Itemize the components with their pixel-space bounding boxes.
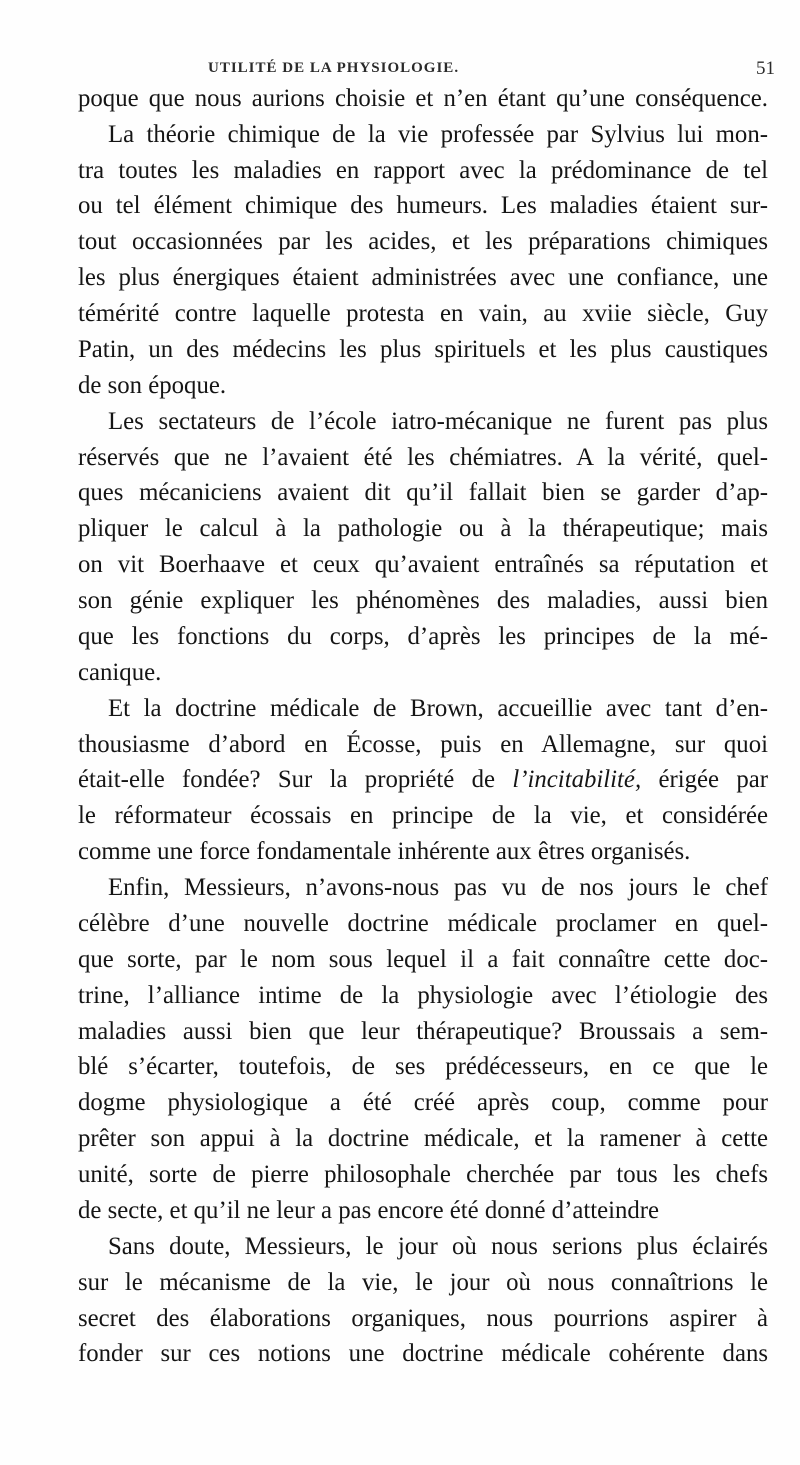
italic-term: l’incitabilité, xyxy=(512,766,642,793)
text-line: maladies aussi bien que leur thérapeutique? Broussais a sem- xyxy=(78,1018,768,1045)
text-line: célèbre d’une nouvelle doctrine médicale proclamer en quel- xyxy=(78,910,768,937)
text-line: réservés que ne l’avaient été les chémiatres. A la vérité, quel- xyxy=(78,444,768,471)
page-number: 51 xyxy=(756,58,775,79)
text-line: sur le mécanisme de la vie, le jour où nous connaîtrions le xyxy=(78,1269,768,1296)
text-line-segment: était-elle fondée? Sur la propriété de xyxy=(78,766,513,793)
text-line xyxy=(78,762,768,798)
text-line: son génie expliquer les phénomènes des maladies, aussi bien xyxy=(78,587,768,614)
text-line: Et la doctrine médicale de Brown, accueillie avec tant d’en- xyxy=(108,695,768,722)
text-line: ou tel élément chimique des humeurs. Les maladies étaient sur- xyxy=(78,192,768,219)
text-line: Patin, un des médecins les plus spirituels et les plus caustiques xyxy=(78,336,768,363)
text-line-segment: érigée par xyxy=(641,766,768,793)
text-line: le réformateur écossais en principe de la vie, et considérée xyxy=(78,802,768,829)
text-line: poque que nous aurions choisie et n’en étant qu’une conséquence. xyxy=(78,85,768,112)
text-line: unité, sorte de pierre philosophale cherchée par tous les chefs xyxy=(78,1161,768,1188)
text-line: comme une force fondamentale inhérente aux êtres organisés. xyxy=(78,838,691,865)
text-line: trine, l’alliance intime de la physiologie avec l’étiologie des xyxy=(78,982,768,1009)
text-line: de secte, et qu’il ne leur a pas encore été donné d’atteindre xyxy=(78,1197,660,1224)
text-line: prêter son appui à la doctrine médicale, et la ramener à cette xyxy=(78,1125,768,1152)
text-line: Enfin, Messieurs, n’avons-nous pas vu de nos jours le chef xyxy=(108,874,768,901)
text-line: dogme physiologique a été créé après coup, comme pour xyxy=(78,1089,768,1116)
text-line: que sorte, par le nom sous lequel il a fait connaître cette doc- xyxy=(78,946,768,973)
text-line: de son époque. xyxy=(78,372,227,399)
text-line: témérité contre laquelle protesta en vain, au xviie siècle, Guy xyxy=(78,300,768,327)
text-line: pliquer le calcul à la pathologie ou à la thérapeutique; mais xyxy=(78,515,768,542)
text-line: canique. xyxy=(78,659,162,686)
text-line: les plus énergiques étaient administrées avec une confiance, une xyxy=(78,264,768,291)
text-line: thousiasme d’abord en Écosse, puis en Allemagne, sur quoi xyxy=(78,731,768,758)
text-line: Sans doute, Messieurs, le jour où nous serions plus éclairés xyxy=(108,1233,768,1260)
text-line: La théorie chimique de la vie professée par Sylvius lui mon- xyxy=(108,121,768,148)
running-head: UTILITÉ DE LA PHYSIOLOGIE. xyxy=(208,60,460,76)
text-line: tout occasionnées par les acides, et les préparations chimiques xyxy=(78,228,768,255)
text-line: ques mécaniciens avaient dit qu’il fallait bien se garder d’ap- xyxy=(78,479,768,506)
text-line: Les sectateurs de l’école iatro-mécanique ne furent pas plus xyxy=(108,408,768,435)
text-line: secret des élaborations organiques, nous pourrions aspirer à xyxy=(78,1305,768,1332)
text-line: on vit Boerhaave et ceux qu’avaient entraînés sa réputation et xyxy=(78,551,768,578)
text-line: tra toutes les maladies en rapport avec la prédominance de tel xyxy=(78,157,768,184)
text-line: que les fonctions du corps, d’après les principes de la mé- xyxy=(78,623,768,650)
text-line: fonder sur ces notions une doctrine médicale cohérente dans xyxy=(78,1340,768,1367)
text-line: blé s’écarter, toutefois, de ses prédécesseurs, en ce que le xyxy=(78,1053,768,1080)
